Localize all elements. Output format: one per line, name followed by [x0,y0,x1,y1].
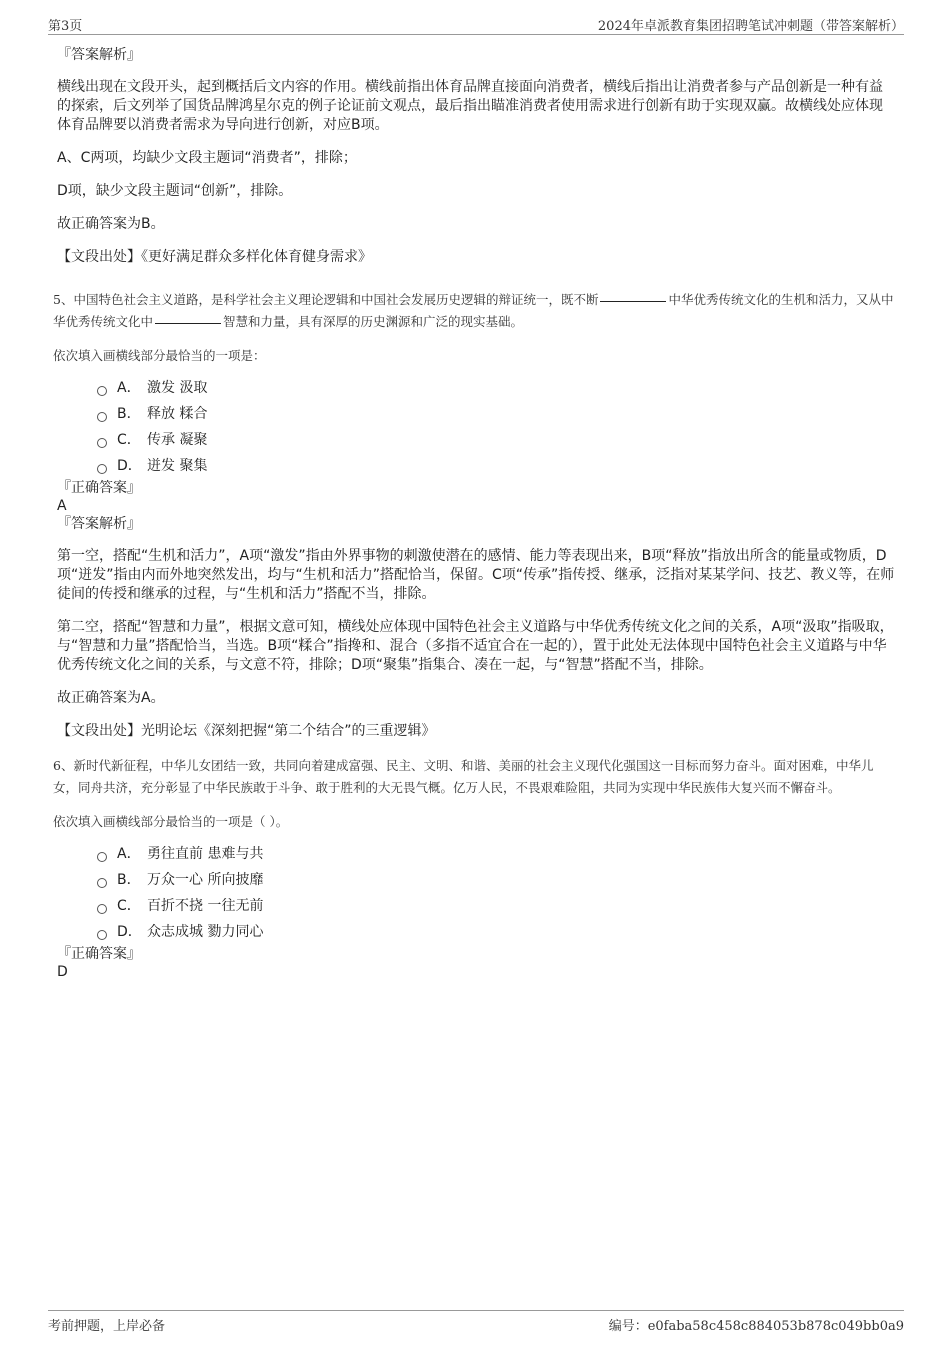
radio-icon[interactable] [97,904,107,914]
document-title: 2024年卓派教育集团招聘笔试冲刺题（带答案解析） [597,19,904,34]
q5-analysis-paragraph: 第二空，搭配“智慧和力量”，根据文意可知，横线处应体现中国特色社会主义道路与中华优秀传统文化之间的关系，A项“汲取”指吸取，与“智慧和力量”搭配恰当，当选。B项“糅合”指搀和、混合（多指不适宜合在一起的），置于此处无法体现中国特色社会主义道路与中华优秀传统文化之间的关系，与文意不符，排除；D项“聚集”指集合、凑在一起，与“智慧”搭配不当，排除。 [57,619,894,673]
page-number: 第3页 [48,19,83,34]
q4-analysis-paragraph: A、C两项，均缺少文段主题词“消费者”，排除； [57,150,357,166]
q5-option-b[interactable]: B． 释放 糅合 [97,401,895,427]
q4-analysis-label: 『答案解析』 [57,47,141,63]
q5-stem: 5、中国特色社会主义道路，是科学社会主义理论逻辑和中国社会发展历史逻辑的辩证统一，既不断 中华优秀传统文化的生机和活力，又从中华优秀传统文化中 智慧和力量，具有深厚的历史渊源和广泛的现实基础。 [53,292,894,329]
radio-icon[interactable] [97,852,107,862]
q5-option-c[interactable]: C． 传承 凝聚 [97,427,895,453]
q6-option-a[interactable]: A． 勇往直前 患难与共 [97,841,895,867]
q5-options [97,375,895,479]
q6-option-d[interactable]: D． 众志成城 勠力同心 [97,919,895,945]
q5-prompt: 依次填入画横线部分最恰当的一项是： [53,348,266,363]
radio-icon[interactable] [97,412,107,422]
q5-source: 【文段出处】光明论坛《深刻把握“第二个结合”的三重逻辑》 [57,723,436,739]
q5-answer: A [57,498,67,514]
fill-blank [600,300,666,302]
radio-icon[interactable] [97,930,107,940]
q4-analysis-paragraph: 横线出现在文段开头，起到概括后文内容的作用。横线前指出体育品牌直接面向消费者，横线后指出让消费者参与产品创新是一种有益的探索，后文列举了国货品牌鸿星尔克的例子论证前文观点，最后指出瞄准消费者使用需求进行创新有助于实现双赢。故横线处应体现体育品牌要以消费者需求为导向进行创新，对应B项。 [57,79,883,133]
q6-option-b[interactable]: B． 万众一心 所向披靡 [97,867,895,893]
q6-options [97,841,895,945]
q6-prompt: 依次填入画横线部分最恰当的一项是（ ）。 [53,814,289,829]
q6-stem: 6、新时代新征程，中华儿女团结一致，共同向着建成富强、民主、文明、和谐、美丽的社会主义现代化强国这一目标而努力奋斗。面对困难，中华儿女，同舟共济，充分彰显了中华民族敢于斗争、敢于胜利的大无畏气概。亿万人民，不畏艰难险阻，共同为实现中华民族伟大复兴而不懈奋斗。 [53,758,874,795]
q4-conclusion: 故正确答案为B。 [57,216,165,232]
q4-source: 【文段出处】《更好满足群众多样化体育健身需求》 [57,249,372,265]
q4-analysis-paragraph: D项，缺少文段主题词“创新”，排除。 [57,183,293,199]
q5-analysis-label: 『答案解析』 [57,516,141,532]
q6-option-c[interactable]: C． 百折不挠 一往无前 [97,893,895,919]
footer-slogan: 考前押题，上岸必备 [48,1319,166,1334]
document-code: 编号：e0faba58c458c884053b878c049bb0a9 [608,1319,904,1334]
radio-icon[interactable] [97,386,107,396]
q5-conclusion: 故正确答案为A。 [57,690,165,706]
content [53,46,895,981]
q6-answer-label: 『正确答案』 [57,946,141,962]
q5-answer-label: 『正确答案』 [57,480,141,496]
radio-icon[interactable] [97,438,107,448]
page-footer [48,1310,904,1333]
q5-analysis-paragraph: 第一空，搭配“生机和活力”，A项“激发”指由外界事物的刺激使潜在的感情、能力等表现出来，B项“释放”指放出所含的能量或物质，D项“迸发”指由内而外地突然发出，均与“生机和活力”搭配恰当，保留。C项“传承”指传授、继承，泛指对某某学问、技艺、教义等，在师徒间的传授和继承的过程，与“生机和活力”搭配不当，排除。 [57,548,895,602]
radio-icon[interactable] [97,464,107,474]
q5-option-d[interactable]: D． 迸发 聚集 [97,453,895,479]
q6-answer: D [57,964,68,980]
radio-icon[interactable] [97,878,107,888]
q5-option-a[interactable]: A． 激发 汲取 [97,375,895,401]
fill-blank [155,322,221,324]
page-header [48,14,904,35]
